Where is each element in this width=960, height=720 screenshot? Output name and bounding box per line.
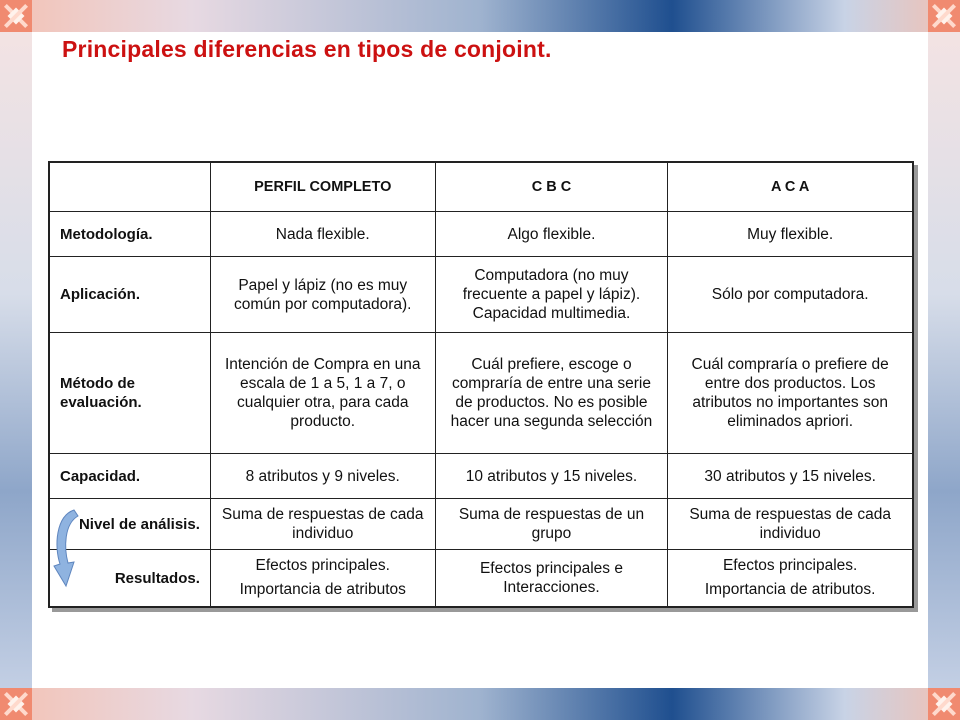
table-cell: Cuál compraría o prefiere de entre dos productos. Los atributos no importantes son eliminados apriori. — [668, 333, 913, 454]
table-cell: Suma de respuestas de cada individuo — [210, 499, 435, 550]
cell-line: Importancia de atributos — [239, 581, 406, 598]
cell-line: Importancia de atributos. — [704, 581, 876, 598]
row-label: Capacidad. — [49, 454, 210, 499]
row-label: Método de evaluación. — [49, 333, 210, 454]
header-cell: C B C — [435, 162, 668, 212]
table-row — [49, 333, 913, 454]
table-header-row — [49, 162, 913, 212]
cell-line: Efectos principales e Interacciones. — [479, 560, 623, 596]
corner-ornament-icon — [0, 688, 32, 720]
left-decorative-bar — [0, 32, 32, 688]
table-cell: 10 atributos y 15 niveles. — [435, 454, 668, 499]
cell-line: Efectos principales. — [722, 557, 858, 574]
table-row — [49, 454, 913, 499]
table-row — [49, 499, 913, 550]
table-cell: 30 atributos y 15 niveles. — [668, 454, 913, 499]
table-cell: 8 atributos y 9 niveles. — [210, 454, 435, 499]
table-cell: Papel y lápiz (no es muy común por computadora). — [210, 257, 435, 333]
table-cell: Suma de respuestas de cada individuo — [668, 499, 913, 550]
row-label: Nivel de análisis. — [49, 499, 210, 550]
table-row — [49, 257, 913, 333]
table-cell — [210, 550, 435, 608]
row-label: Aplicación. — [49, 257, 210, 333]
table-row — [49, 550, 913, 608]
comparison-table — [48, 161, 914, 608]
table-cell — [435, 550, 668, 608]
table-cell: Algo flexible. — [435, 212, 668, 257]
bottom-decorative-bar — [0, 688, 960, 720]
header-cell: A C A — [668, 162, 913, 212]
corner-ornament-icon — [0, 0, 32, 32]
table-row — [49, 212, 913, 257]
table-cell: Nada flexible. — [210, 212, 435, 257]
table-cell: Muy flexible. — [668, 212, 913, 257]
header-cell — [49, 162, 210, 212]
table-cell — [668, 550, 913, 608]
table-cell: Cuál prefiere, escoge o compraría de entre una serie de productos. No es posible hacer una segunda selección — [435, 333, 668, 454]
table-cell: Intención de Compra en una escala de 1 a 5, 1 a 7, o cualquier otra, para cada producto. — [210, 333, 435, 454]
row-label: Metodología. — [49, 212, 210, 257]
top-decorative-bar — [0, 0, 960, 32]
table-cell: Suma de respuestas de un grupo — [435, 499, 668, 550]
header-cell: PERFIL COMPLETO — [210, 162, 435, 212]
row-label: Resultados. — [49, 550, 210, 608]
right-decorative-bar — [928, 32, 960, 688]
table-cell: Sólo por computadora. — [668, 257, 913, 333]
cell-line: Efectos principales. — [255, 557, 390, 574]
corner-ornament-icon — [928, 688, 960, 720]
curved-arrow-icon — [52, 506, 84, 590]
slide-title: Principales diferencias en tipos de conjoint. — [62, 36, 552, 62]
corner-ornament-icon — [928, 0, 960, 32]
table-cell: Computadora (no muy frecuente a papel y lápiz). Capacidad multimedia. — [435, 257, 668, 333]
